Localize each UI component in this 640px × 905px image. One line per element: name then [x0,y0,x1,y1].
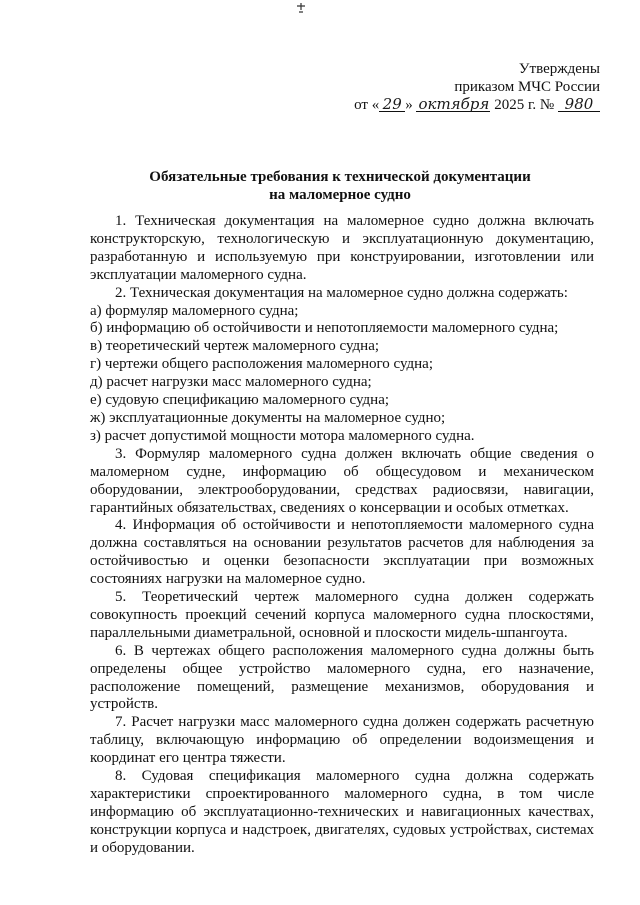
document-title [90,168,590,204]
scan-artifact-mark [292,2,310,16]
handwritten-order-number: 980 [558,97,600,112]
paragraph-5: 5. Теоретический чертеж маломерного судна должен содержать совокупность проекций сечений корпуса маломерного судна плоскостями, параллельными диаметральной, основной и плоскости мидель-шпангоута. [90,589,594,641]
paragraph-1: 1. Техническая документация на маломерное судно должна включать конструкторскую, технологическую и эксплуатационную документацию, разработанную и используемую при конструировании, изготовлении или эксплуатации маломерного судна. [90,213,594,283]
paragraph-7: 7. Расчет нагрузки масс маломерного судна должен содержать расчетную таблицу, включающую информацию об определении водоизмещения и координат его центра тяжести. [90,714,594,767]
approval-block [340,60,600,114]
handwritten-day: 29 [379,97,405,112]
list-item: е) судовую спецификацию маломерного судна; [90,392,390,409]
list-item: д) расчет нагрузки масс маломерного судна; [90,374,372,391]
list-item: б) информацию об остойчивости и непотопляемости маломерного судна; [90,320,559,337]
paragraph-6: 6. В чертежах общего расположения маломерного судна должны быть определены общее устройство маломерного судна, его назначение, расположение помещений, размещение механизмов, оборудования и устройств. [90,642,594,713]
date-year: 2025 г. № [490,97,558,113]
approval-date-line [340,96,600,114]
date-mid: » [405,97,417,113]
approval-line-order: приказом МЧС России [454,79,600,95]
document-body [90,213,594,858]
list-item: ж) эксплуатационные документы на маломерное судно; [90,409,446,426]
title-line-2: на маломерное судно [269,187,411,203]
paragraph-8: 8. Судовая спецификация маломерного судна должна содержать характеристики спроектированного маломерного судна, в том числе информацию об эксплуатационно-технических и навигационных качествах, конструкции корпуса и надстроек, двигателях, судовых устройствах, системах и оборудовании. [90,768,594,856]
list-item: в) теоретический чертеж маломерного судна; [90,338,380,355]
paragraph-2: 2. Техническая документация на маломерное судно должна содержать: [115,284,568,301]
approval-line-approved: Утверждены [518,61,600,77]
date-prefix: от « [354,97,380,113]
paragraph-4: 4. Информация об остойчивости и непотопляемости маломерного судна должна составляться на основании результатов расчетов для наблюдения за остойчивостью и оценки безопасности эксплуатации при возможных состояниях нагрузки на маломерное судно. [90,517,594,588]
list-item: г) чертежи общего расположения маломерного судна; [90,356,433,373]
handwritten-month: октября [418,95,490,113]
list-item: з) расчет допустимой мощности мотора маломерного судна. [90,427,475,444]
list-item: а) формуляр маломерного судна; [90,302,299,319]
title-line-1: Обязательные требования к технической документации [149,169,531,185]
paragraph-3: 3. Формуляр маломерного судна должен включать общие сведения о маломерном судне, информацию об общесудовом и механическом оборудовании, электрооборудовании, средствах радиосвязи, навигации, гарантийных обязательствах, сведениях о консервации и особых отметках. [90,445,594,516]
